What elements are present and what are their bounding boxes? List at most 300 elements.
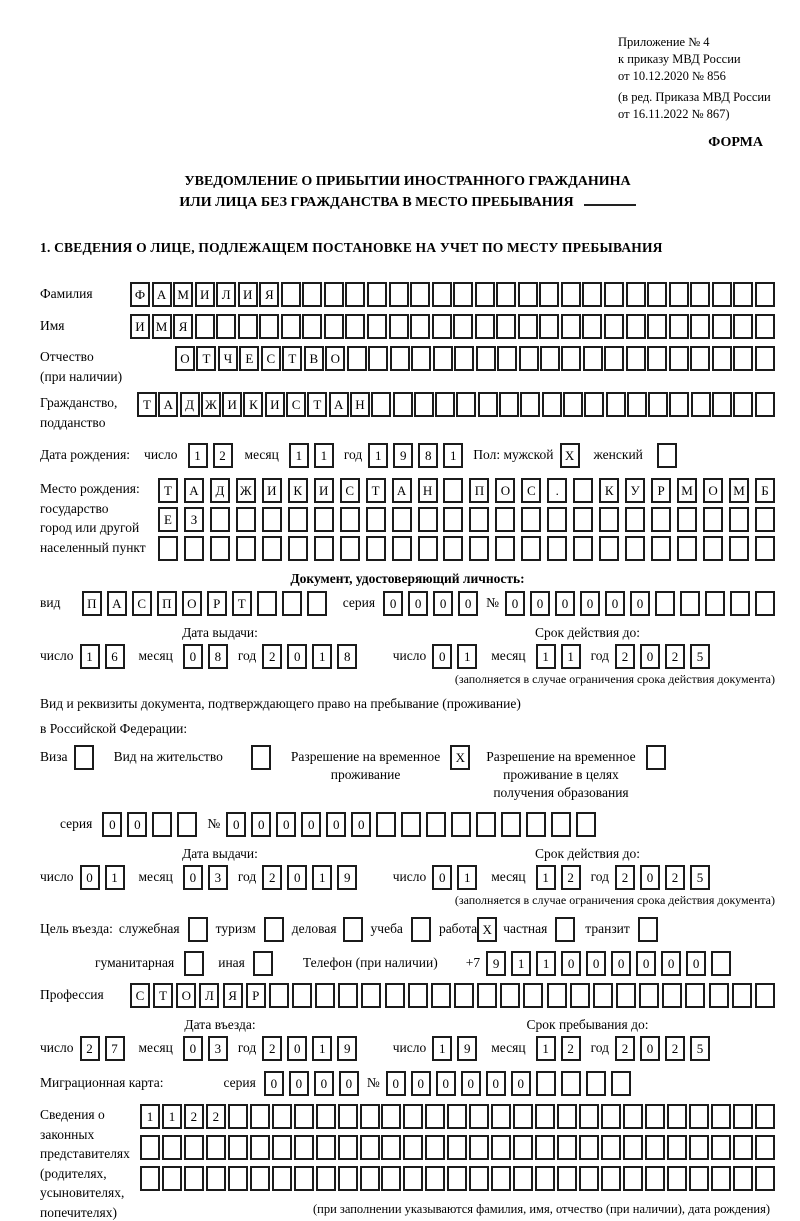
char-cell[interactable] [616,983,636,1008]
char-cell[interactable]: Ж [236,478,256,503]
char-cell[interactable] [250,1104,270,1129]
char-cell[interactable] [519,346,539,371]
char-cell[interactable] [755,536,775,561]
char-cell[interactable] [269,983,289,1008]
char-cell[interactable] [733,1135,753,1160]
char-cell[interactable] [340,507,360,532]
char-cell[interactable]: 2 [80,1036,100,1061]
char-cell[interactable] [162,1135,182,1160]
char-cell[interactable] [755,1104,775,1129]
char-cell[interactable] [582,314,602,339]
char-cell[interactable]: . [547,478,567,503]
char-cell[interactable]: 1 [312,865,332,890]
char-cell[interactable] [367,282,387,307]
char-cell[interactable]: А [152,282,172,307]
char-cell[interactable] [403,1166,423,1191]
char-cell[interactable] [730,591,750,616]
char-cell[interactable] [645,1166,665,1191]
char-cell[interactable]: С [261,346,281,371]
char-cell[interactable] [501,812,521,837]
char-cell[interactable]: 8 [337,644,357,669]
char-cell[interactable] [195,314,215,339]
char-cell[interactable] [626,282,646,307]
char-cell[interactable] [340,536,360,561]
char-cell[interactable] [496,282,516,307]
char-cell[interactable] [496,314,516,339]
char-cell[interactable] [627,392,647,417]
char-cell[interactable] [453,282,473,307]
char-cell[interactable] [563,392,583,417]
char-cell[interactable] [732,983,752,1008]
char-cell[interactable] [547,536,567,561]
char-cell[interactable] [236,536,256,561]
char-cell[interactable] [497,346,517,371]
char-cell[interactable] [755,392,775,417]
char-cell[interactable] [523,983,543,1008]
char-cell[interactable] [74,745,94,770]
char-cell[interactable] [302,314,322,339]
char-cell[interactable] [513,1135,533,1160]
char-cell[interactable] [755,1166,775,1191]
char-cell[interactable] [711,951,731,976]
char-cell[interactable] [250,1135,270,1160]
char-cell[interactable] [651,507,671,532]
char-cell[interactable]: И [222,392,242,417]
char-cell[interactable]: 5 [690,644,710,669]
mig-series-cells[interactable] [264,1071,359,1096]
sex-male-checkbox[interactable] [560,443,580,468]
char-cell[interactable] [251,745,271,770]
char-cell[interactable] [521,536,541,561]
char-cell[interactable] [623,1166,643,1191]
char-cell[interactable] [210,507,230,532]
doc-issue-year-cells[interactable] [262,644,357,669]
char-cell[interactable]: 0 [80,865,100,890]
char-cell[interactable]: Т [232,591,252,616]
char-cell[interactable]: 1 [188,443,208,468]
char-cell[interactable] [228,1166,248,1191]
char-cell[interactable] [690,282,710,307]
char-cell[interactable]: 9 [457,1036,477,1061]
char-cell[interactable] [573,478,593,503]
profession-cells[interactable] [130,983,775,1008]
char-cell[interactable]: С [340,478,360,503]
char-cell[interactable] [491,1135,511,1160]
char-cell[interactable] [667,1104,687,1129]
char-cell[interactable]: О [176,983,196,1008]
char-cell[interactable] [584,392,604,417]
char-cell[interactable] [188,917,208,942]
char-cell[interactable] [645,1135,665,1160]
char-cell[interactable] [477,983,497,1008]
char-cell[interactable]: 8 [418,443,438,468]
char-cell[interactable] [690,346,710,371]
char-cell[interactable] [657,443,677,468]
char-cell[interactable] [361,983,381,1008]
char-cell[interactable]: М [173,282,193,307]
char-cell[interactable]: 0 [183,865,203,890]
char-cell[interactable]: Т [366,478,386,503]
char-cell[interactable]: 2 [665,1036,685,1061]
char-cell[interactable] [495,507,515,532]
doc-valid-month-cells[interactable] [536,644,581,669]
char-cell[interactable] [667,1166,687,1191]
char-cell[interactable] [259,314,279,339]
char-cell[interactable]: Ф [130,282,150,307]
purpose-official-checkbox[interactable] [188,917,208,942]
char-cell[interactable]: Л [199,983,219,1008]
char-cell[interactable] [535,1104,555,1129]
permit-valid-day-cells[interactable] [432,865,477,890]
char-cell[interactable]: А [158,392,178,417]
char-cell[interactable] [755,591,775,616]
char-cell[interactable]: О [495,478,515,503]
char-cell[interactable] [647,346,667,371]
char-cell[interactable] [551,812,571,837]
char-cell[interactable] [475,314,495,339]
char-cell[interactable]: 0 [301,812,321,837]
char-cell[interactable]: 2 [665,644,685,669]
char-cell[interactable]: 2 [262,644,282,669]
char-cell[interactable] [475,282,495,307]
char-cell[interactable] [216,314,236,339]
entry-month-cells[interactable] [183,1036,228,1061]
char-cell[interactable]: Я [173,314,193,339]
char-cell[interactable] [443,536,463,561]
char-cell[interactable]: 1 [561,644,581,669]
char-cell[interactable]: П [469,478,489,503]
permit-issue-day-cells[interactable] [80,865,125,890]
char-cell[interactable]: 0 [351,812,371,837]
char-cell[interactable] [250,1166,270,1191]
char-cell[interactable]: 0 [251,812,271,837]
char-cell[interactable]: 9 [337,865,357,890]
char-cell[interactable] [324,314,344,339]
char-cell[interactable] [282,591,302,616]
char-cell[interactable]: Н [350,392,370,417]
char-cell[interactable] [690,314,710,339]
char-cell[interactable] [712,392,732,417]
doc-series-cells[interactable] [383,591,478,616]
char-cell[interactable]: 0 [287,644,307,669]
char-cell[interactable] [542,392,562,417]
mig-number-cells[interactable] [386,1071,631,1096]
char-cell[interactable] [411,346,431,371]
char-cell[interactable] [599,536,619,561]
permit-series-cells[interactable] [102,812,197,837]
char-cell[interactable] [392,536,412,561]
char-cell[interactable]: 3 [208,865,228,890]
char-cell[interactable] [454,983,474,1008]
char-cell[interactable] [272,1135,292,1160]
char-cell[interactable] [447,1104,467,1129]
char-cell[interactable]: И [265,392,285,417]
char-cell[interactable] [476,346,496,371]
char-cell[interactable] [662,983,682,1008]
char-cell[interactable]: 2 [665,865,685,890]
char-cell[interactable] [177,812,197,837]
char-cell[interactable] [140,1166,160,1191]
char-cell[interactable] [314,507,334,532]
char-cell[interactable] [579,1135,599,1160]
char-cell[interactable] [518,314,538,339]
birth-year-cells[interactable] [368,443,463,468]
char-cell[interactable] [579,1166,599,1191]
char-cell[interactable] [253,951,273,976]
char-cell[interactable] [593,983,613,1008]
char-cell[interactable]: 1 [368,443,388,468]
doc-valid-year-cells[interactable] [615,644,710,669]
char-cell[interactable]: 0 [640,865,660,890]
char-cell[interactable] [389,314,409,339]
purpose-tourism-checkbox[interactable] [264,917,284,942]
char-cell[interactable]: X [560,443,580,468]
edu-permit-checkbox[interactable] [646,745,666,770]
char-cell[interactable] [669,346,689,371]
char-cell[interactable]: 5 [690,865,710,890]
char-cell[interactable]: Ж [201,392,221,417]
char-cell[interactable] [648,392,668,417]
char-cell[interactable]: 1 [312,644,332,669]
char-cell[interactable] [680,591,700,616]
char-cell[interactable]: 2 [615,1036,635,1061]
char-cell[interactable]: Л [216,282,236,307]
char-cell[interactable]: 0 [580,591,600,616]
char-cell[interactable]: М [729,478,749,503]
char-cell[interactable] [316,1135,336,1160]
char-cell[interactable]: 2 [213,443,233,468]
reps-cells-row2[interactable] [140,1135,775,1160]
char-cell[interactable] [576,812,596,837]
char-cell[interactable]: 0 [226,812,246,837]
birth-month-cells[interactable] [289,443,334,468]
char-cell[interactable] [425,1166,445,1191]
char-cell[interactable]: 1 [536,1036,556,1061]
phone-cells[interactable] [486,951,731,976]
char-cell[interactable] [418,536,438,561]
char-cell[interactable] [689,1166,709,1191]
char-cell[interactable] [292,983,312,1008]
char-cell[interactable] [539,314,559,339]
patronymic-cells[interactable] [175,346,775,371]
char-cell[interactable] [264,917,284,942]
char-cell[interactable] [669,314,689,339]
char-cell[interactable]: 0 [511,1071,531,1096]
char-cell[interactable] [426,812,446,837]
char-cell[interactable] [655,591,675,616]
permit-valid-month-cells[interactable] [536,865,581,890]
char-cell[interactable] [711,1135,731,1160]
char-cell[interactable] [385,983,405,1008]
char-cell[interactable] [184,951,204,976]
char-cell[interactable] [262,536,282,561]
char-cell[interactable] [393,392,413,417]
permit-issue-year-cells[interactable] [262,865,357,890]
char-cell[interactable]: 0 [432,865,452,890]
char-cell[interactable] [729,536,749,561]
char-cell[interactable] [389,282,409,307]
char-cell[interactable] [425,1104,445,1129]
char-cell[interactable]: 1 [162,1104,182,1129]
stay-year-cells[interactable] [615,1036,710,1061]
char-cell[interactable] [623,1135,643,1160]
char-cell[interactable]: 2 [206,1104,226,1129]
char-cell[interactable]: 0 [127,812,147,837]
char-cell[interactable]: С [130,983,150,1008]
char-cell[interactable] [443,507,463,532]
char-cell[interactable] [733,282,753,307]
char-cell[interactable] [685,983,705,1008]
birthplace-cells-row1[interactable] [158,478,775,503]
char-cell[interactable]: М [677,478,697,503]
stay-day-cells[interactable] [432,1036,477,1061]
char-cell[interactable] [561,1071,581,1096]
char-cell[interactable] [651,536,671,561]
char-cell[interactable]: А [184,478,204,503]
char-cell[interactable] [432,314,452,339]
char-cell[interactable]: 2 [561,1036,581,1061]
char-cell[interactable] [691,392,711,417]
char-cell[interactable] [238,314,258,339]
char-cell[interactable] [491,1166,511,1191]
char-cell[interactable] [447,1135,467,1160]
char-cell[interactable] [315,983,335,1008]
char-cell[interactable] [272,1104,292,1129]
char-cell[interactable] [381,1135,401,1160]
doc-valid-day-cells[interactable] [432,644,477,669]
char-cell[interactable]: С [132,591,152,616]
char-cell[interactable]: 0 [505,591,525,616]
char-cell[interactable] [669,282,689,307]
char-cell[interactable] [647,282,667,307]
visa-checkbox[interactable] [74,745,94,770]
char-cell[interactable] [381,1166,401,1191]
char-cell[interactable]: 0 [432,644,452,669]
char-cell[interactable]: 0 [183,1036,203,1061]
char-cell[interactable] [257,591,277,616]
char-cell[interactable]: Р [207,591,227,616]
char-cell[interactable]: 1 [536,865,556,890]
char-cell[interactable]: 1 [536,644,556,669]
doc-issue-day-cells[interactable] [80,644,125,669]
char-cell[interactable] [667,1135,687,1160]
char-cell[interactable]: 0 [436,1071,456,1096]
char-cell[interactable]: 0 [630,591,650,616]
char-cell[interactable] [432,282,452,307]
char-cell[interactable]: 1 [80,644,100,669]
char-cell[interactable]: 5 [690,1036,710,1061]
char-cell[interactable] [433,346,453,371]
purpose-work-checkbox[interactable] [477,917,497,942]
char-cell[interactable] [454,346,474,371]
char-cell[interactable] [281,282,301,307]
char-cell[interactable] [469,536,489,561]
char-cell[interactable]: И [195,282,215,307]
char-cell[interactable]: 0 [386,1071,406,1096]
char-cell[interactable] [288,507,308,532]
char-cell[interactable]: 1 [312,1036,332,1061]
char-cell[interactable] [733,1166,753,1191]
char-cell[interactable] [456,392,476,417]
char-cell[interactable] [539,282,559,307]
char-cell[interactable]: Д [180,392,200,417]
char-cell[interactable] [755,1135,775,1160]
char-cell[interactable] [733,392,753,417]
char-cell[interactable]: А [107,591,127,616]
purpose-humanitarian-checkbox[interactable] [184,951,204,976]
entry-day-cells[interactable] [80,1036,125,1061]
char-cell[interactable] [411,917,431,942]
char-cell[interactable] [561,346,581,371]
char-cell[interactable]: 0 [408,591,428,616]
char-cell[interactable]: Д [210,478,230,503]
char-cell[interactable] [338,983,358,1008]
char-cell[interactable] [755,346,775,371]
char-cell[interactable]: Е [158,507,178,532]
char-cell[interactable] [418,507,438,532]
char-cell[interactable]: У [625,478,645,503]
char-cell[interactable]: С [521,478,541,503]
char-cell[interactable] [601,1104,621,1129]
char-cell[interactable] [324,282,344,307]
char-cell[interactable] [733,314,753,339]
char-cell[interactable]: П [82,591,102,616]
permit-number-cells[interactable] [226,812,596,837]
char-cell[interactable] [557,1166,577,1191]
char-cell[interactable]: В [304,346,324,371]
char-cell[interactable] [573,507,593,532]
char-cell[interactable] [294,1135,314,1160]
char-cell[interactable] [343,917,363,942]
char-cell[interactable]: О [182,591,202,616]
char-cell[interactable] [410,314,430,339]
char-cell[interactable] [611,1071,631,1096]
char-cell[interactable] [469,1104,489,1129]
char-cell[interactable] [338,1104,358,1129]
char-cell[interactable] [228,1135,248,1160]
char-cell[interactable]: 1 [289,443,309,468]
char-cell[interactable] [646,745,666,770]
char-cell[interactable]: Т [196,346,216,371]
char-cell[interactable] [499,392,519,417]
char-cell[interactable]: 9 [337,1036,357,1061]
char-cell[interactable]: 0 [661,951,681,976]
char-cell[interactable]: 0 [314,1071,334,1096]
char-cell[interactable]: С [286,392,306,417]
char-cell[interactable] [236,507,256,532]
char-cell[interactable] [347,346,367,371]
char-cell[interactable] [639,983,659,1008]
char-cell[interactable]: 0 [530,591,550,616]
char-cell[interactable] [314,536,334,561]
char-cell[interactable]: 0 [611,951,631,976]
reps-cells-row1[interactable] [140,1104,775,1129]
char-cell[interactable]: 0 [461,1071,481,1096]
permit-issue-month-cells[interactable] [183,865,228,890]
char-cell[interactable] [625,507,645,532]
char-cell[interactable] [557,1104,577,1129]
char-cell[interactable]: А [392,478,412,503]
char-cell[interactable] [729,507,749,532]
char-cell[interactable] [712,314,732,339]
char-cell[interactable] [583,346,603,371]
char-cell[interactable]: 0 [102,812,122,837]
char-cell[interactable]: О [175,346,195,371]
char-cell[interactable] [579,1104,599,1129]
char-cell[interactable]: К [288,478,308,503]
birth-day-cells[interactable] [188,443,233,468]
char-cell[interactable] [345,314,365,339]
